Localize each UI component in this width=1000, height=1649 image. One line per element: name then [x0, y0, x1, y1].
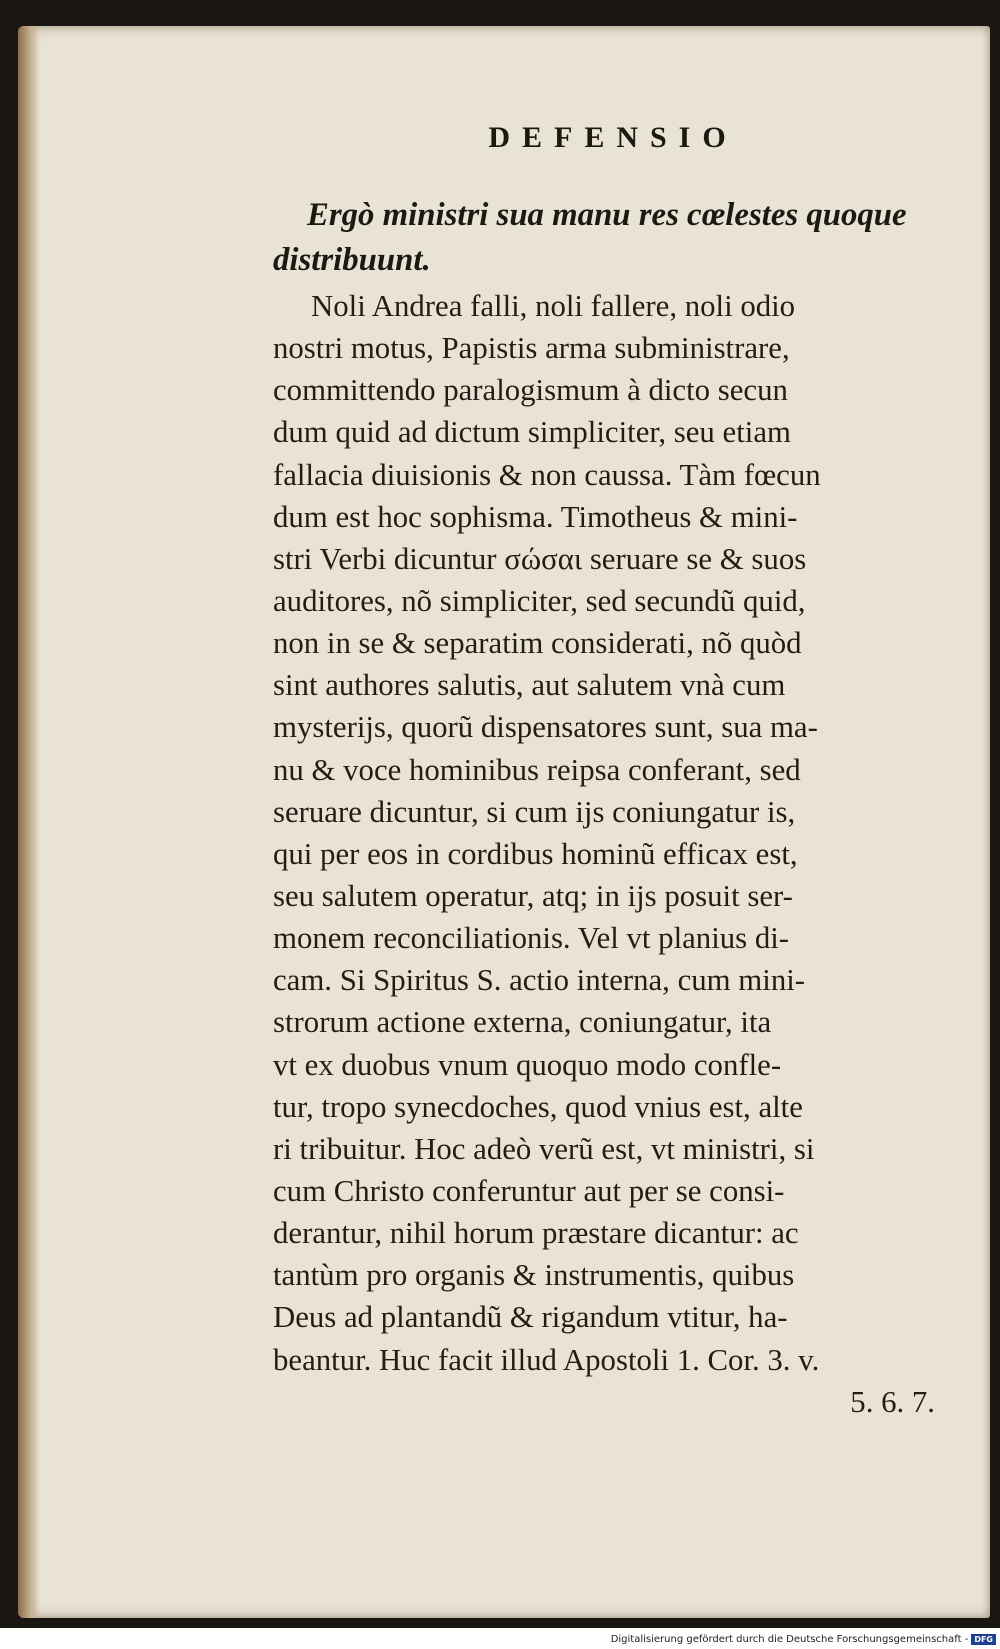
text-line: dum quid ad dictum simpliciter, seu etiam: [273, 415, 791, 450]
text-line: Deus ad plantandũ & rigandum vtitur, ha-: [273, 1300, 788, 1335]
text-line: seu salutem operatur, atq; in ijs posuit ser-: [273, 878, 793, 913]
text-line: seruare dicuntur, si cum ijs coniungatur is,: [273, 794, 796, 829]
text-line: committendo paralogismum à dicto secun: [273, 373, 788, 408]
body-text: [273, 285, 953, 1423]
text-line: sint authores salutis, aut salutem vnà cum: [273, 668, 786, 703]
text-line: auditores, nõ simpliciter, sed secundũ quid,: [273, 583, 806, 618]
text-line: monem reconciliationis. Vel vt planius di-: [273, 921, 790, 956]
text-line: Noli Andrea falli, noli fallere, noli odio: [311, 289, 796, 323]
text-line: non in se & separatim considerati, nõ quòd: [273, 626, 802, 661]
text-line: dum est hoc sophisma. Timotheus & mini-: [273, 499, 798, 534]
text-line: cam. Si Spiritus S. actio interna, cum mini-: [273, 963, 806, 998]
text-line: qui per eos in cordibus hominũ efficax est,: [273, 836, 798, 871]
text-line: strorum actione externa, coniungatur, ita: [273, 1005, 772, 1040]
text-line: cum Christo conferuntur aut per se consi-: [273, 1173, 785, 1208]
text-line: nostri motus, Papistis arma subministrare,: [273, 331, 790, 366]
credit-text: Digitalisierung gefördert durch die Deutsche Forschungsgemeinschaft -: [610, 1634, 969, 1645]
text-line: vt ex duobus vnum quoquo modo confle-: [273, 1047, 782, 1082]
running-head: DEFENSIO: [488, 121, 738, 154]
text-line: ri tribuitur. Hoc adeò verũ est, vt ministri, si: [273, 1131, 815, 1166]
heading-line: Ergò ministri sua manu res cœlestes quoque: [307, 197, 907, 233]
text-line: tur, tropo synecdoches, quod vnius est, alte: [273, 1089, 803, 1124]
section-heading: [273, 193, 953, 283]
dfg-logo-icon: DFG: [971, 1634, 996, 1645]
text-line: beantur. Huc facit illud Apostoli 1. Cor. 3. v.: [273, 1342, 820, 1377]
text-line: tantùm pro organis & instrumentis, quibus: [273, 1258, 795, 1293]
text-line: stri Verbi dicuntur σώσαι seruare se & suos: [273, 541, 807, 576]
text-line: 5. 6. 7.: [850, 1384, 935, 1419]
text-line: fallacia diuisionis & non caussa. Tàm fœcun: [273, 457, 821, 492]
text-line: nu & voce hominibus reipsa conferant, sed: [273, 752, 801, 787]
page-spine-shadow: [18, 26, 40, 1618]
book-page: [18, 26, 990, 1618]
text-line: mysterijs, quorũ dispensatores sunt, sua ma-: [273, 710, 818, 745]
heading-line: distribuunt.: [273, 242, 431, 278]
digitization-credit: [611, 1634, 996, 1645]
text-line: derantur, nihil horum præstare dicantur: ac: [273, 1216, 799, 1251]
